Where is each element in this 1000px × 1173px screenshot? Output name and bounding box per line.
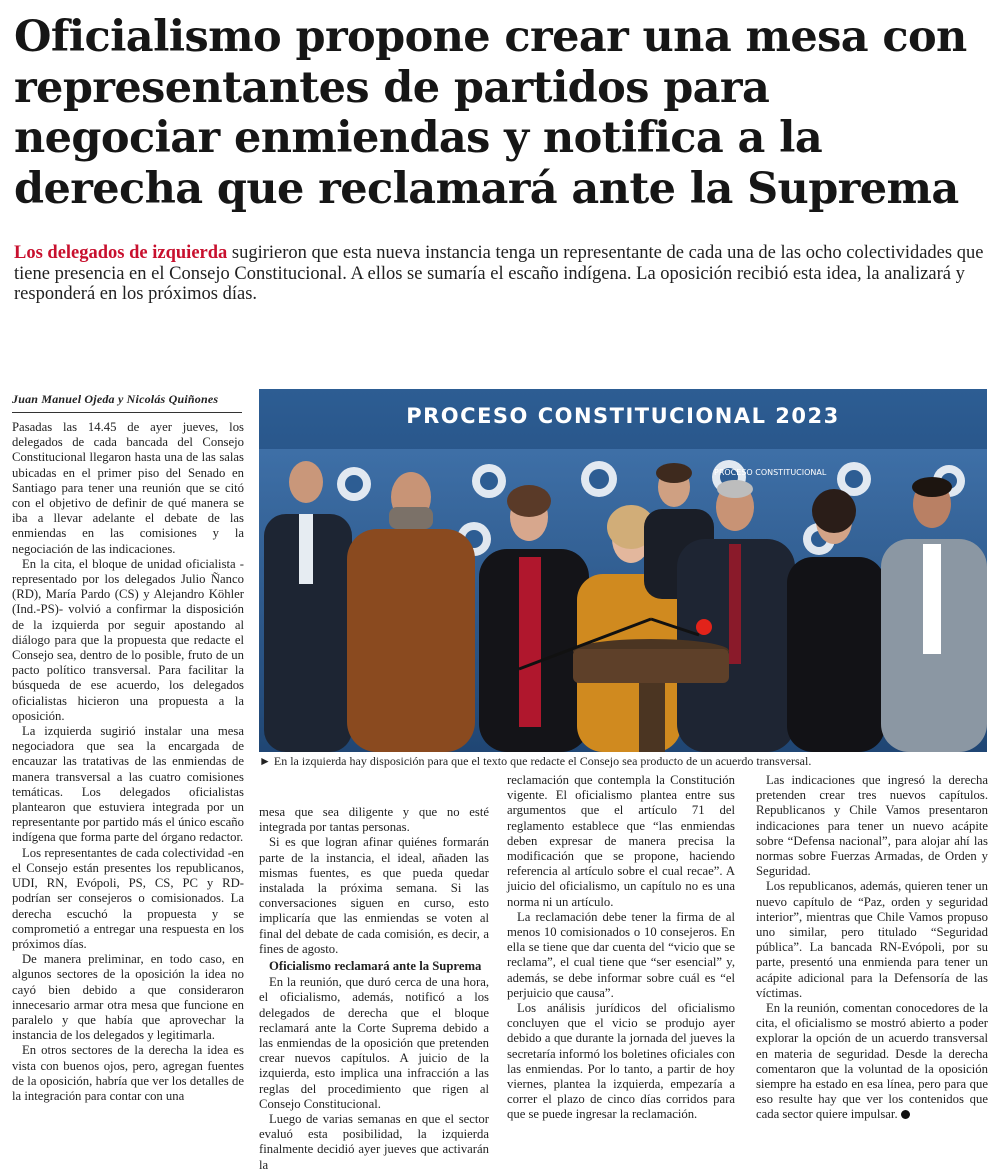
paragraph: Pasadas las 14.45 de ayer jueves, los delegados de cada bancada del Consejo Constitucional llegaron hasta una de las salas ubicadas en el primer piso del Senado en Santiago para tener una reunión que se citó con el objetivo de definir de qué manera se iba a llevar adelante el debate de las enmiendas en las comisiones y la negociación de las indicaciones. — [12, 420, 244, 556]
paragraph: Los análisis jurídicos del oficialismo concluyen que el vicio se produjo ayer debido a que durante la jornada del jueves la secretaría informó los boletines oficiales con las enmiendas. Por lo tanto, a partir de hoy viernes, plantea la izquierda, empezaría a correr el plazo de cinco días corridos para que se puede ingresar la reclamación. — [507, 1001, 735, 1122]
lead-highlight: Los delegados de izquierda — [14, 243, 228, 263]
paragraph: En otros sectores de la derecha la idea es vista con buenos ojos, pero, agregan fuentes de la oposición, habría que ver los detalles de la integración para contar con una — [12, 1043, 244, 1103]
paragraph: En la cita, el bloque de unidad oficialista -representado por los delegados Julio Ñanco (RD), María Pardo (CS) y Alejandro Köhler (Ind.-PS)- volvió a confirmar la disposición de la izquierda por seguir apostando al diálogo para que la propuesta que redacte el Consejo sea, dentro de lo posible, fruto de un pacto político transversal. Para facilitar la búsqueda de ese acuerdo, los delegados oficialistas hicieron una propuesta a la oposición. — [12, 556, 244, 723]
paragraph: La izquierda sugirió instalar una mesa negociadora que sea la encargada de encauzar las tratativas de las enmiendas de manera transversal a las cuatro comisiones temáticas. Los delegados oficialistas plantearon que estuviera integrada por un representante por partido más el único escaño indígena que forma parte del órgano redactor. — [12, 724, 244, 845]
paragraph: Luego de varias semanas en que el sector evaluó esta posibilidad, la izquierda finalmente decidió ayer jueves que activarán la — [259, 1112, 489, 1172]
subheading: Oficialismo reclamará ante la Suprema — [269, 959, 482, 974]
column-4 — [756, 773, 988, 1123]
paragraph: mesa que sea diligente y que no esté integrada por tantas personas. — [259, 805, 489, 835]
byline: Juan Manuel Ojeda y Nicolás Quiñones — [12, 392, 242, 413]
paragraph: De manera preliminar, en todo caso, en algunos sectores de la oposición la idea no cayó bien debido a que consideraron innecesario armar otra mesa que funcione en paralelo y que había que aprovechar la instancia de los delegados y legitimarla. — [12, 952, 244, 1043]
backdrop-logo-text: PROCESO CONSTITUCIONAL — [714, 468, 827, 477]
banner-text: PROCESO CONSTITUCIONAL 2023 — [406, 404, 840, 428]
photo-illustration — [259, 389, 987, 752]
paragraph: reclamación que contempla la Constitución vigente. El oficialismo plantea entre sus argumentos que el artículo 71 del reglamento establece que “las enmiendas deben expresar de manera precisa la modificación que se propone, haciendo referencia al artículo sobre el cual recae”. A juicio del oficialismo, un capítulo no es una norma ni un artículo. — [507, 773, 735, 909]
paragraph: En la reunión, que duró cerca de una hora, el oficialismo, además, notificó a los delegados de derecha que el bloque reclamará ante la Corte Suprema debido a las enmiendas de la oposición que pretenden crear nuevos capítulos. A juicio de la izquierda, esto implica una infracción a las reglas del procedimiento que rigen al Consejo Constitucional. — [259, 975, 489, 1111]
paragraph — [756, 1001, 988, 1123]
column-3 — [507, 773, 735, 1123]
paragraph-text: En la reunión, comentan conocedores de la cita, el oficialismo se mostró abierto a poder explorar la opción de un acuerdo transversal en materia de seguridad. Desde la derecha comentaron que la voluntad de la oposición siempre ha estado en esa línea, pero para que eso resulte hay que ver los contenidos que cada sector quiere impulsar. — [756, 1001, 988, 1122]
headline: Oficialismo propone crear una mesa con representantes de partidos para negociar enmiendas y notifica a la derecha que reclamará ante la Suprema — [14, 12, 967, 214]
end-mark-icon — [901, 1110, 910, 1119]
column-2 — [259, 805, 489, 1173]
article-photo — [259, 389, 987, 752]
paragraph: Los representantes de cada colectividad -en el Consejo están presentes los republicanos, UDI, RN, Evópoli, PS, CS, PC y RD- podrían ser consejeros o comisionados. La derecha escuchó la propuesta y se comprometió a entregar una respuesta en los próximos días. — [12, 845, 244, 951]
paragraph: Los republicanos, además, quieren tener un nuevo capítulo de “Paz, orden y seguridad interior”, mientras que Chile Vamos propuso uno similar, pero titulado “Seguridad pública”. La bancada RN-Evópoli, por su parte, presentó una enmienda para tener un acápite adicional para la Defensoría de las víctimas. — [756, 879, 988, 1000]
paragraph: Las indicaciones que ingresó la derecha pretenden crear tres nuevos capítulos. Republicanos y Chile Vamos presentaron indicaciones para tener un nuevo acápite sobre “Defensa nacional”, para alojar ahí las normas sobre Fuerzas Armadas, de Orden y Seguridad. — [756, 773, 988, 879]
photo-caption: ► En la izquierda hay disposición para que el texto que redacte el Consejo sea producto de un acuerdo transversal. — [259, 754, 812, 768]
lead-text: sugirieron que esta nueva instancia tenga un representante de cada una de las ocho colectividades que tiene presencia en el Consejo Constitucional. A ellos se sumaría el escaño indígena. La oposición recibió esta idea, la analizará y responderá en los próximos días. — [14, 243, 984, 304]
column-1 — [12, 420, 244, 1104]
paragraph: Si es que logran afinar quiénes formarán parte de la instancia, el ideal, añaden las mismas fuentes, es que pueda quedar instalada la próxima semana. Si las conversaciones siguen en curso, esto implicaría que las enmiendas se voten al final del debate de cada comisión, es decir, a fines de agosto. — [259, 835, 489, 956]
lead-paragraph — [14, 243, 989, 305]
paragraph: La reclamación debe tener la firma de al menos 10 comisionados o 10 consejeros. En ella se tiene que dar cuenta del “vicio que se reclama”, el cual tiene que “ser esencial” y, además, se debe informar sobre cuál es “el perjuicio que causa”. — [507, 909, 735, 1000]
